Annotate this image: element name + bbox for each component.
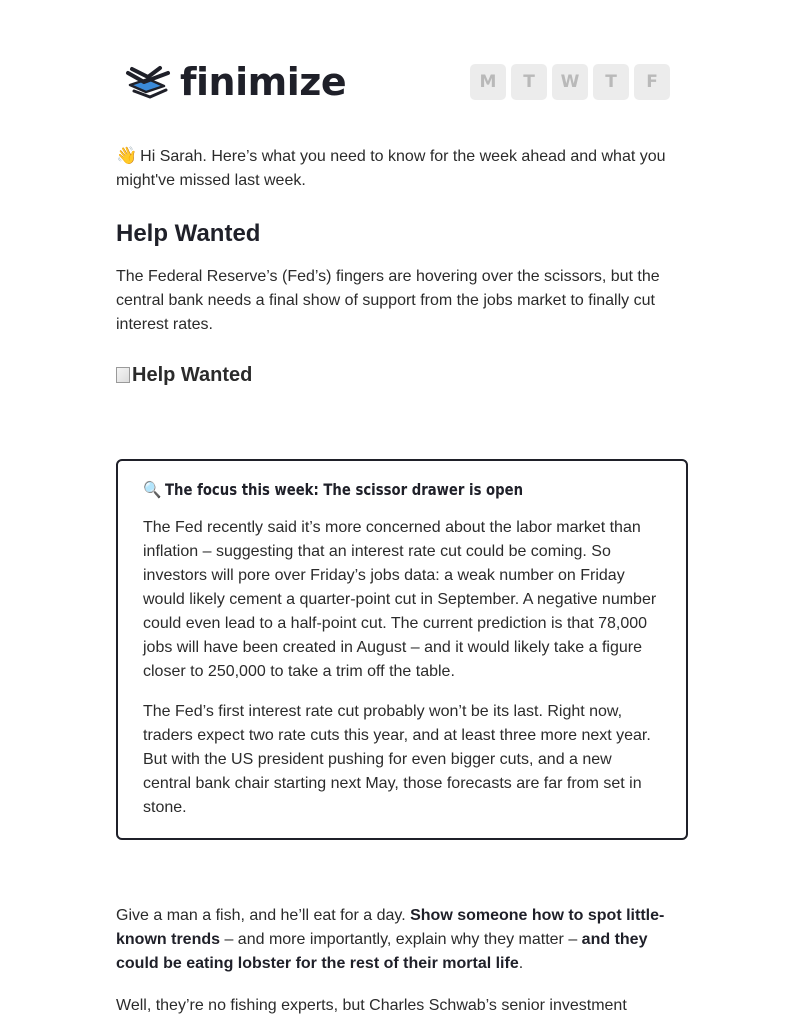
broken-image-icon [116, 367, 130, 383]
finimize-logo[interactable] [124, 60, 346, 104]
day-tuesday[interactable]: T [511, 64, 547, 100]
header [116, 56, 672, 108]
greeting [116, 144, 688, 193]
greeting-text: Hi Sarah. Here’s what you need to know for the week ahead and what you might've missed last week. [116, 148, 666, 189]
promo-bold-text: Show someone how to spot little-known trends [116, 907, 665, 948]
article-image [116, 361, 688, 389]
day-thursday[interactable]: T [593, 64, 629, 100]
day-wednesday[interactable]: W [552, 64, 588, 100]
focus-paragraph: The Fed recently said it’s more concerned about the labor market than inflation – suggesting that an interest rate cut could be coming. So investors will pore over Friday’s jobs data: a weak number on Friday would likely cement a quarter-point cut in September. A negative number could even lead to a half-point cut. The current prediction is that 78,000 jobs will have been created in August – and it would likely take a figure closer to 250,000 to take a trim off the table. [143, 519, 657, 680]
promo-text: . [518, 955, 524, 972]
focus-title-text: The focus this week: The scissor drawer is open [165, 480, 524, 499]
email-body [116, 144, 688, 1018]
day-monday[interactable]: M [470, 64, 506, 100]
promo-paragraph [116, 904, 688, 976]
focus-title [143, 479, 620, 501]
article-image-alt: Help Wanted [132, 363, 253, 386]
focus-box [116, 459, 688, 840]
day-friday[interactable]: F [634, 64, 670, 100]
next-paragraph: Well, they’re no fishing experts, but Charles Schwab’s senior investment [116, 997, 627, 1014]
finimize-logo-icon [124, 65, 172, 99]
promo-bold-text: and they could be eating lobster for the rest of their mortal life [116, 931, 648, 972]
article-title: Help Wanted [116, 220, 261, 247]
promo-text: – and more importantly, explain why they matter – [220, 931, 582, 948]
magnifying-glass-icon: 🔍 [143, 480, 162, 499]
weekday-nav [470, 64, 670, 100]
article-intro: The Federal Reserve’s (Fed’s) fingers are hovering over the scissors, but the central bank needs a final show of support from the jobs market to finally cut interest rates. [116, 268, 660, 333]
brand-name: finimize [180, 60, 347, 104]
focus-paragraph: The Fed’s first interest rate cut probably won’t be its last. Right now, traders expect two rate cuts this year, and at least three more next year. But with the US president pushing for even bigger cuts, and a new central bank chair starting next May, those forecasts are far from set in stone. [143, 703, 651, 816]
waving-hand-icon: 👋 [116, 146, 138, 165]
promo-text: Give a man a fish, and he’ll eat for a day. [116, 907, 411, 924]
